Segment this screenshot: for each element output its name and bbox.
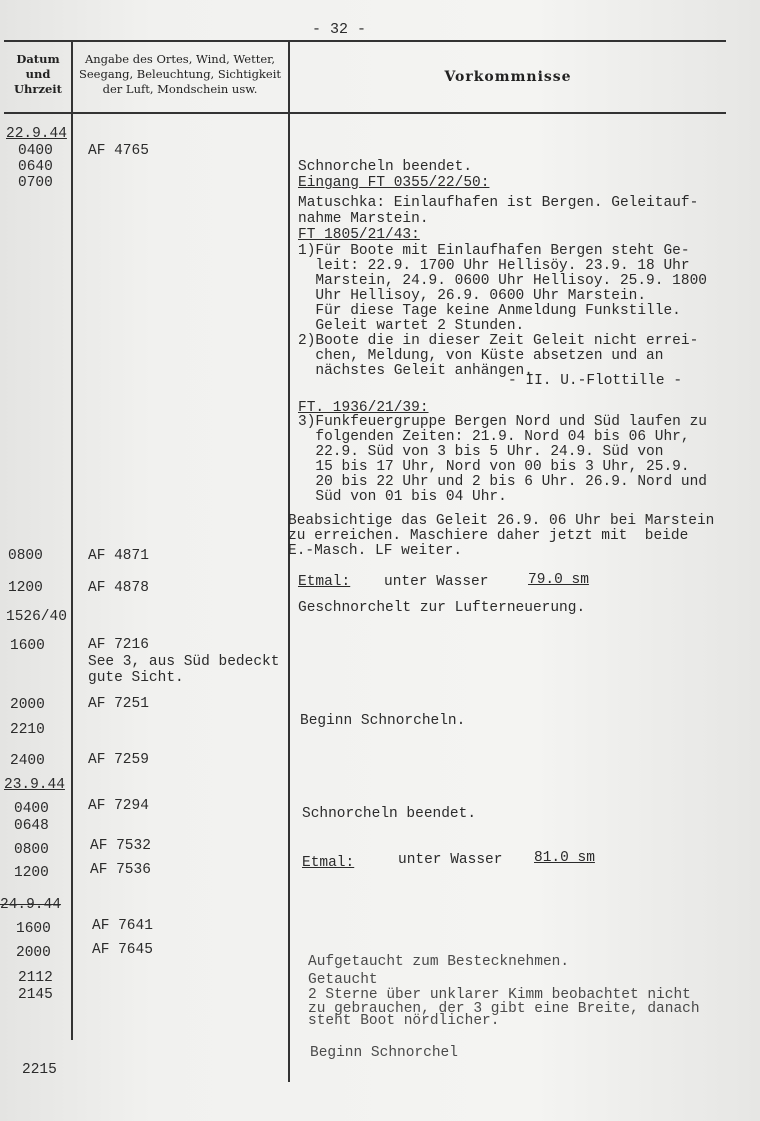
time-0700: 0700 — [18, 175, 53, 191]
event-text: Für diese Tage keine Anmeldung Funkstille. — [298, 303, 681, 319]
position-af-7294: AF 7294 — [88, 798, 149, 814]
event-text: Beabsichtige das Geleit 26.9. 06 Uhr bei Marstein — [288, 513, 715, 529]
time-2215: 2215 — [22, 1062, 57, 1078]
position-af-7259: AF 7259 — [88, 752, 149, 768]
etmal-underwater-label-2: unter Wasser — [398, 852, 503, 868]
event-text: Beginn Schnorchel — [310, 1045, 458, 1061]
time-0648: 0648 — [14, 818, 49, 834]
time-2000: 2000 — [10, 697, 45, 713]
weather-line-2: gute Sicht. — [88, 670, 184, 686]
event-text: 22.9. Süd von 3 bis 5 Uhr. 24.9. Süd von — [298, 444, 664, 460]
event-text: Beginn Schnorcheln. — [300, 713, 466, 729]
event-text: Marstein, 24.9. 0600 Uhr Hellisoy. 25.9. 1800 — [298, 273, 707, 289]
event-text: 2)Boote die in dieser Zeit Geleit nicht errei- — [298, 333, 699, 349]
position-af-7251: AF 7251 — [88, 696, 149, 712]
header-bottom-rule — [4, 112, 726, 114]
column-divider-1 — [71, 40, 73, 1040]
etmal-distance-2: 81.0 sm — [534, 850, 595, 866]
event-text: 20 bis 22 Uhr und 2 bis 6 Uhr. 26.9. Nord und — [298, 474, 707, 490]
time-0800: 0800 — [8, 548, 43, 564]
event-text: Geschnorchelt zur Lufterneuerung. — [298, 600, 586, 616]
event-heading: FT. 1936/21/39: — [298, 400, 429, 416]
column-divider-2 — [288, 40, 290, 1082]
event-text: 2 Sterne über unklarer Kimm beobachtet nicht — [308, 987, 691, 1003]
time-0400: 0400 — [18, 143, 53, 159]
position-af-7216: AF 7216 — [88, 637, 149, 653]
etmal-underwater-label: unter Wasser — [384, 574, 489, 590]
date-24-9-44: 24.9.44 — [0, 897, 61, 913]
time-2145: 2145 — [18, 987, 53, 1003]
event-text: Schnorcheln beendet. — [302, 806, 477, 822]
position-af-7645: AF 7645 — [92, 942, 153, 958]
event-text: zu erreichen. Maschiere daher jetzt mit beide — [288, 528, 689, 544]
event-text: Matuschka: Einlaufhafen ist Bergen. Geleitauf- — [298, 195, 699, 211]
time-2112: 2112 — [18, 970, 53, 986]
time-1600: 1600 — [10, 638, 45, 654]
position-af-4871: AF 4871 — [88, 548, 149, 564]
event-text: Getaucht — [308, 972, 378, 988]
position-af-7641: AF 7641 — [92, 918, 153, 934]
event-text: E.-Masch. LF weiter. — [288, 543, 463, 559]
date-22-9-44: 22.9.44 — [6, 126, 67, 142]
event-text: leit: 22.9. 1700 Uhr Hellisöy. 23.9. 18 Uhr — [298, 258, 690, 274]
event-text: steht Boot nördlicher. — [308, 1013, 500, 1029]
event-heading: FT 1805/21/43: — [298, 227, 420, 243]
time-2210: 2210 — [10, 722, 45, 738]
etmal-label-2: Etmal: — [302, 855, 355, 871]
position-af-4878: AF 4878 — [88, 580, 149, 596]
time-2400: 2400 — [10, 753, 45, 769]
event-text: Süd von 01 bis 04 Uhr. — [298, 489, 507, 505]
time-2000-b: 2000 — [16, 945, 51, 961]
event-signature: - II. U.-Flottille - — [508, 373, 683, 389]
time-1200: 1200 — [8, 580, 43, 596]
event-text: 1)Für Boote mit Einlaufhafen Bergen steht Ge- — [298, 243, 690, 259]
event-text: Uhr Hellisoy, 26.9. 0600 Uhr Marstein. — [298, 288, 647, 304]
header-vorkommnisse: Vorkommnisse — [444, 69, 572, 85]
event-text: 15 bis 17 Uhr, Nord von 00 bis 3 Uhr, 25.9. — [298, 459, 690, 475]
date-23-9-44: 23.9.44 — [4, 777, 65, 793]
event-text: chen, Meldung, von Küste absetzen und an — [298, 348, 664, 364]
header-datum: Datum und Uhrzeit — [14, 52, 62, 96]
table-top-rule — [4, 40, 726, 42]
header-ort: Angabe des Ortes, Wind, Wetter, Seegang, Beleuchtung, Sichtigkeit der Luft, Mondschein usw. — [78, 52, 282, 96]
time-0640: 0640 — [18, 159, 53, 175]
event-text: Aufgetaucht zum Bestecknehmen. — [308, 954, 570, 970]
time-0400-b: 0400 — [14, 801, 49, 817]
event-text: Geleit wartet 2 Stunden. — [298, 318, 525, 334]
event-text: folgenden Zeiten: 21.9. Nord 04 bis 06 Uhr, — [298, 429, 690, 445]
time-1526-40: 1526/40 — [6, 609, 67, 625]
event-text: 3)Funkfeuergruppe Bergen Nord und Süd laufen zu — [298, 414, 707, 430]
event-text: nächstes Geleit anhängen. — [298, 363, 533, 379]
time-1600-b: 1600 — [16, 921, 51, 937]
position-af-4765: AF 4765 — [88, 143, 149, 159]
position-af-7536: AF 7536 — [90, 862, 151, 878]
event-text: nahme Marstein. — [298, 211, 429, 227]
event-text: Schnorcheln beendet. — [298, 159, 473, 175]
position-af-7532: AF 7532 — [90, 838, 151, 854]
weather-line-1: See 3, aus Süd bedeckt — [88, 654, 280, 670]
event-heading: Eingang FT 0355/22/50: — [298, 175, 490, 191]
page-number: - 32 - — [312, 21, 367, 38]
etmal-distance: 79.0 sm — [528, 572, 589, 588]
etmal-label: Etmal: — [298, 574, 351, 590]
event-text: zu gebrauchen, der 3 gibt eine Breite, danach — [308, 1001, 700, 1017]
time-0800-b: 0800 — [14, 842, 49, 858]
time-1200-b: 1200 — [14, 865, 49, 881]
